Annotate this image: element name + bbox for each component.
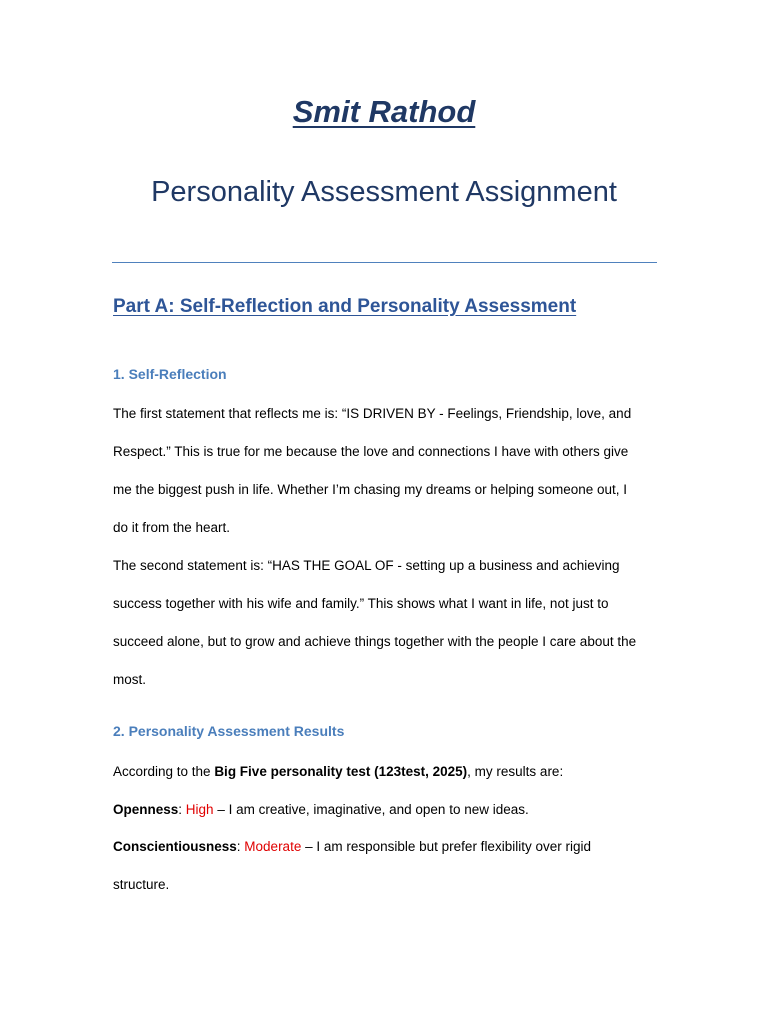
title-divider: [112, 262, 657, 263]
part-a-heading: Part A: Self-Reflection and Personality Assessment: [113, 296, 577, 317]
document-title: Personality Assessment Assignment: [151, 176, 617, 208]
trait-openness: Openness: High – I am creative, imaginative, and open to new ideas.: [113, 802, 529, 817]
paragraph-line: do it from the heart.: [113, 520, 231, 535]
section-1-heading: 1. Self-Reflection: [113, 366, 227, 382]
section-2-heading: 2. Personality Assessment Results: [113, 723, 345, 739]
results-intro: [113, 764, 563, 779]
trait-description: – I am creative, imaginative, and open to new ideas.: [213, 802, 529, 817]
trait-name: Conscientiousness: [113, 839, 237, 854]
trait-conscientiousness: Conscientiousness: Moderate – I am responsible but prefer flexibility over rigid: [113, 839, 591, 854]
intro-prefix: According to the: [113, 764, 215, 779]
paragraph-line: succeed alone, but to grow and achieve things together with the people I care about the: [113, 634, 637, 649]
paragraph-line: The second statement is: “HAS THE GOAL OF - setting up a business and achieving: [113, 558, 620, 573]
trait-description: – I am responsible but prefer flexibility over rigid: [301, 839, 591, 854]
paragraph-line: me the biggest push in life. Whether I’m chasing my dreams or helping someone out, I: [113, 482, 628, 497]
intro-suffix: , my results are:: [467, 764, 564, 779]
paragraph-line: most.: [113, 672, 147, 687]
author-name: Smit Rathod: [292, 94, 476, 129]
paragraph-line: The first statement that reflects me is: “IS DRIVEN BY - Feelings, Friendship, love, and: [113, 406, 632, 421]
paragraph-line: Respect.” This is true for me because the love and connections I have with others give: [113, 444, 629, 459]
trait-level: Moderate: [244, 839, 302, 854]
trait-level: High: [185, 802, 214, 817]
trait-name: Openness: [113, 802, 179, 817]
test-reference: Big Five personality test (123test, 2025): [214, 764, 468, 779]
paragraph-line: success together with his wife and family.” This shows what I want in life, not just to: [113, 596, 609, 611]
paragraph-line: structure.: [113, 877, 170, 892]
